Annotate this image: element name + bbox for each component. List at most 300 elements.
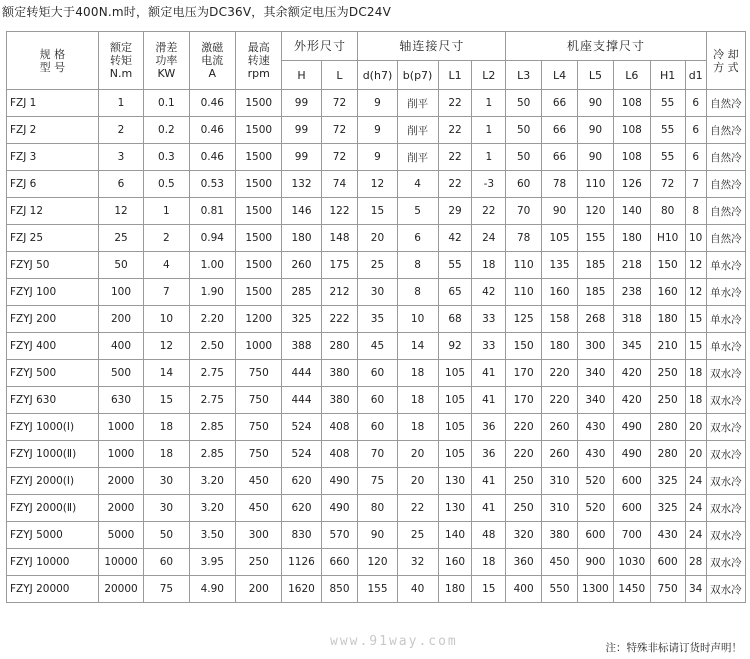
sub-header-cell: L6 <box>613 61 650 90</box>
table-cell: 570 <box>321 522 358 549</box>
table-cell: 50 <box>506 117 542 144</box>
table-cell: 1500 <box>236 225 282 252</box>
table-row <box>7 522 746 549</box>
table-cell: 900 <box>577 549 613 576</box>
table-cell: 35 <box>358 306 397 333</box>
table-cell: 110 <box>506 252 542 279</box>
spec-table <box>6 31 746 603</box>
table-cell: 双水冷 <box>706 360 745 387</box>
sub-header-cell: L3 <box>506 61 542 90</box>
model-cell: FZJ 25 <box>7 225 99 252</box>
header-cooling: 冷 却 方 式 <box>706 32 745 90</box>
table-cell: 250 <box>650 360 685 387</box>
model-cell: FZJ 12 <box>7 198 99 225</box>
table-cell: 2000 <box>98 468 143 495</box>
table-cell: 28 <box>685 549 706 576</box>
table-cell: 30 <box>358 279 397 306</box>
table-cell: 20 <box>397 468 438 495</box>
table-cell: 削平 <box>397 144 438 171</box>
table-cell: 74 <box>321 171 358 198</box>
table-cell: 72 <box>321 117 358 144</box>
table-cell: 12 <box>685 252 706 279</box>
table-cell: 41 <box>472 495 506 522</box>
table-cell: 750 <box>236 414 282 441</box>
table-cell: 0.1 <box>144 90 189 117</box>
table-cell: 单水冷 <box>706 333 745 360</box>
table-cell: 10 <box>397 306 438 333</box>
table-cell: 18 <box>685 387 706 414</box>
table-cell: 380 <box>321 387 358 414</box>
table-cell: 380 <box>321 360 358 387</box>
table-cell: 18 <box>685 360 706 387</box>
table-cell: 双水冷 <box>706 495 745 522</box>
table-cell: 444 <box>282 360 321 387</box>
table-cell: 490 <box>321 495 358 522</box>
table-cell: 2.85 <box>189 441 235 468</box>
table-cell: 25 <box>397 522 438 549</box>
table-cell: 42 <box>472 279 506 306</box>
table-cell: 1000 <box>98 441 143 468</box>
table-cell: 1200 <box>236 306 282 333</box>
table-row <box>7 468 746 495</box>
table-cell: 12 <box>358 171 397 198</box>
table-cell: 90 <box>577 117 613 144</box>
table-cell: 280 <box>650 414 685 441</box>
table-cell: 1 <box>144 198 189 225</box>
table-cell: 10 <box>685 225 706 252</box>
table-cell: 双水冷 <box>706 414 745 441</box>
header-power: 滑差 功率 KW <box>144 32 189 90</box>
table-cell: 22 <box>438 144 472 171</box>
table-cell: 33 <box>472 306 506 333</box>
table-cell: 600 <box>577 522 613 549</box>
table-cell: 238 <box>613 279 650 306</box>
table-cell: 60 <box>506 171 542 198</box>
table-cell: 1000 <box>98 414 143 441</box>
table-cell: 3.20 <box>189 468 235 495</box>
table-cell: 33 <box>472 333 506 360</box>
table-cell: 30 <box>144 468 189 495</box>
table-cell: 50 <box>506 144 542 171</box>
table-cell: 1.00 <box>189 252 235 279</box>
table-cell: 6 <box>397 225 438 252</box>
table-cell: 90 <box>577 144 613 171</box>
table-cell: 524 <box>282 414 321 441</box>
table-row <box>7 225 746 252</box>
table-cell: 130 <box>438 495 472 522</box>
table-cell: 1.90 <box>189 279 235 306</box>
table-cell: 8 <box>397 279 438 306</box>
table-cell: 620 <box>282 468 321 495</box>
table-cell: 105 <box>438 360 472 387</box>
table-cell: 30 <box>144 495 189 522</box>
table-cell: 310 <box>542 468 578 495</box>
table-cell: 120 <box>358 549 397 576</box>
table-cell: 280 <box>650 441 685 468</box>
table-cell: 250 <box>506 495 542 522</box>
table-cell: 345 <box>613 333 650 360</box>
table-cell: 150 <box>650 252 685 279</box>
table-cell: 双水冷 <box>706 468 745 495</box>
table-cell: 180 <box>282 225 321 252</box>
table-cell: 40 <box>397 576 438 603</box>
table-cell: 9 <box>358 117 397 144</box>
table-row <box>7 387 746 414</box>
table-cell: 408 <box>321 441 358 468</box>
table-cell: 41 <box>472 468 506 495</box>
table-cell: 48 <box>472 522 506 549</box>
table-cell: H10 <box>650 225 685 252</box>
table-cell: 500 <box>98 360 143 387</box>
table-cell: 325 <box>282 306 321 333</box>
table-cell: 双水冷 <box>706 441 745 468</box>
table-cell: 400 <box>98 333 143 360</box>
table-cell: 430 <box>577 441 613 468</box>
table-cell: 20 <box>685 414 706 441</box>
header-mount-group: 机座支撑尺寸 <box>506 32 707 61</box>
table-cell: 160 <box>542 279 578 306</box>
table-cell: 29 <box>438 198 472 225</box>
table-body <box>7 90 746 603</box>
table-cell: 99 <box>282 117 321 144</box>
table-cell: 自然冷 <box>706 90 745 117</box>
table-cell: 32 <box>397 549 438 576</box>
table-cell: 490 <box>613 414 650 441</box>
table-cell: 24 <box>685 468 706 495</box>
table-cell: 1500 <box>236 171 282 198</box>
table-cell: 750 <box>236 360 282 387</box>
table-cell: 222 <box>321 306 358 333</box>
table-cell: 450 <box>236 468 282 495</box>
table-cell: 175 <box>321 252 358 279</box>
table-cell: 99 <box>282 144 321 171</box>
table-cell: 155 <box>358 576 397 603</box>
table-cell: 双水冷 <box>706 576 745 603</box>
sub-header-cell: b(p7) <box>397 61 438 90</box>
table-cell: 300 <box>577 333 613 360</box>
table-cell: 0.3 <box>144 144 189 171</box>
table-row <box>7 333 746 360</box>
table-cell: 0.46 <box>189 144 235 171</box>
table-cell: 2000 <box>98 495 143 522</box>
table-cell: 750 <box>650 576 685 603</box>
table-cell: 4 <box>144 252 189 279</box>
table-cell: 72 <box>321 90 358 117</box>
header-dims-group: 外形尺寸 <box>282 32 358 61</box>
table-cell: 18 <box>144 441 189 468</box>
model-cell: FZJ 1 <box>7 90 99 117</box>
table-cell: 15 <box>358 198 397 225</box>
table-row <box>7 441 746 468</box>
table-row <box>7 495 746 522</box>
table-cell: 1500 <box>236 198 282 225</box>
table-cell: 2.85 <box>189 414 235 441</box>
table-cell: 180 <box>613 225 650 252</box>
table-cell: 130 <box>438 468 472 495</box>
table-cell: 60 <box>358 360 397 387</box>
table-cell: 0.81 <box>189 198 235 225</box>
table-cell: 24 <box>685 495 706 522</box>
table-cell: 105 <box>438 441 472 468</box>
sub-header-cell: L2 <box>472 61 506 90</box>
table-cell: 双水冷 <box>706 522 745 549</box>
table-cell: 90 <box>577 90 613 117</box>
model-cell: FZJ 6 <box>7 171 99 198</box>
table-cell: 12 <box>144 333 189 360</box>
table-cell: 850 <box>321 576 358 603</box>
table-cell: 660 <box>321 549 358 576</box>
table-row <box>7 360 746 387</box>
table-cell: 430 <box>650 522 685 549</box>
table-cell: 620 <box>282 495 321 522</box>
table-cell: 444 <box>282 387 321 414</box>
model-cell: FZYJ 5000 <box>7 522 99 549</box>
table-cell: 1 <box>472 144 506 171</box>
table-cell: 170 <box>506 387 542 414</box>
table-cell: 158 <box>542 306 578 333</box>
table-cell: 自然冷 <box>706 171 745 198</box>
table-cell: 1030 <box>613 549 650 576</box>
table-cell: 1500 <box>236 90 282 117</box>
table-cell: 双水冷 <box>706 549 745 576</box>
table-cell: 90 <box>542 198 578 225</box>
table-cell: 250 <box>236 549 282 576</box>
table-cell: 185 <box>577 279 613 306</box>
table-cell: 1500 <box>236 279 282 306</box>
header-torque: 额定 转矩 N.m <box>98 32 143 90</box>
table-cell: 450 <box>236 495 282 522</box>
table-cell: 2 <box>98 117 143 144</box>
sub-header-cell: d(h7) <box>358 61 397 90</box>
table-cell: 325 <box>650 495 685 522</box>
table-cell: 18 <box>472 549 506 576</box>
table-cell: 2.20 <box>189 306 235 333</box>
table-cell: 318 <box>613 306 650 333</box>
model-cell: FZYJ 100 <box>7 279 99 306</box>
table-cell: 55 <box>650 117 685 144</box>
model-cell: FZYJ 1000(Ⅱ) <box>7 441 99 468</box>
table-cell: 7 <box>685 171 706 198</box>
table-cell: 220 <box>542 387 578 414</box>
model-cell: FZYJ 2000(Ⅱ) <box>7 495 99 522</box>
sub-header-cell: H1 <box>650 61 685 90</box>
table-cell: 630 <box>98 387 143 414</box>
table-cell: 490 <box>613 441 650 468</box>
table-cell: 218 <box>613 252 650 279</box>
table-cell: 105 <box>438 387 472 414</box>
table-cell: 9 <box>358 90 397 117</box>
table-cell: 单水冷 <box>706 252 745 279</box>
footnote: 注：特殊非标请订货时声明！ <box>605 642 742 654</box>
table-cell: 自然冷 <box>706 198 745 225</box>
table-cell: 450 <box>542 549 578 576</box>
table-cell: 3.20 <box>189 495 235 522</box>
table-cell: 自然冷 <box>706 144 745 171</box>
table-row <box>7 144 746 171</box>
table-cell: 削平 <box>397 117 438 144</box>
table-cell: 1000 <box>236 333 282 360</box>
model-cell: FZYJ 630 <box>7 387 99 414</box>
table-cell: 185 <box>577 252 613 279</box>
table-cell: 3 <box>98 144 143 171</box>
sub-header-cell: d1 <box>685 61 706 90</box>
table-cell: 600 <box>650 549 685 576</box>
sub-header-cell: L1 <box>438 61 472 90</box>
table-cell: 310 <box>542 495 578 522</box>
table-cell: 15 <box>685 306 706 333</box>
table-cell: 340 <box>577 360 613 387</box>
table-cell: 7 <box>144 279 189 306</box>
table-row <box>7 198 746 225</box>
table-cell: 430 <box>577 414 613 441</box>
table-cell: 5000 <box>98 522 143 549</box>
table-cell: 1 <box>98 90 143 117</box>
table-cell: 750 <box>236 387 282 414</box>
header-shaft-group: 轴连接尺寸 <box>358 32 506 61</box>
table-cell: 66 <box>542 144 578 171</box>
table-cell: 6 <box>685 117 706 144</box>
header-model: 规 格 型 号 <box>7 32 99 90</box>
table-cell: 68 <box>438 306 472 333</box>
table-cell: 180 <box>650 306 685 333</box>
table-cell: 41 <box>472 387 506 414</box>
table-cell: 50 <box>506 90 542 117</box>
table-cell: 550 <box>542 576 578 603</box>
model-cell: FZYJ 50 <box>7 252 99 279</box>
table-cell: 42 <box>438 225 472 252</box>
table-cell: 自然冷 <box>706 117 745 144</box>
table-cell: 78 <box>542 171 578 198</box>
table-cell: 55 <box>438 252 472 279</box>
table-cell: 180 <box>542 333 578 360</box>
table-cell: 122 <box>321 198 358 225</box>
table-cell: 2.50 <box>189 333 235 360</box>
table-cell: 600 <box>613 468 650 495</box>
table-cell: 10000 <box>98 549 143 576</box>
table-cell: 22 <box>438 171 472 198</box>
table-cell: 212 <box>321 279 358 306</box>
table-cell: 200 <box>98 306 143 333</box>
table-cell: 18 <box>397 360 438 387</box>
table-cell: 140 <box>438 522 472 549</box>
table-cell: 72 <box>321 144 358 171</box>
table-cell: 60 <box>358 387 397 414</box>
table-cell: 75 <box>358 468 397 495</box>
table-cell: 34 <box>685 576 706 603</box>
table-cell: 60 <box>144 549 189 576</box>
table-cell: 12 <box>685 279 706 306</box>
table-cell: 50 <box>144 522 189 549</box>
table-row <box>7 414 746 441</box>
table-cell: 1450 <box>613 576 650 603</box>
table-cell: 2.75 <box>189 387 235 414</box>
table-cell: 70 <box>358 441 397 468</box>
table-cell: 80 <box>358 495 397 522</box>
table-cell: 6 <box>685 90 706 117</box>
table-cell: 单水冷 <box>706 279 745 306</box>
table-cell: 108 <box>613 117 650 144</box>
table-cell: 220 <box>506 414 542 441</box>
table-cell: 0.94 <box>189 225 235 252</box>
table-cell: 120 <box>577 198 613 225</box>
table-cell: 490 <box>321 468 358 495</box>
table-cell: 8 <box>397 252 438 279</box>
table-cell: 24 <box>472 225 506 252</box>
table-cell: 250 <box>506 468 542 495</box>
table-cell: 5 <box>397 198 438 225</box>
table-cell: 45 <box>358 333 397 360</box>
table-cell: 18 <box>144 414 189 441</box>
table-cell: 108 <box>613 144 650 171</box>
table-cell: 155 <box>577 225 613 252</box>
table-cell: 135 <box>542 252 578 279</box>
table-cell: 0.46 <box>189 90 235 117</box>
table-row <box>7 306 746 333</box>
table-cell: 200 <box>236 576 282 603</box>
model-cell: FZYJ 200 <box>7 306 99 333</box>
table-cell: 6 <box>685 144 706 171</box>
table-cell: 1126 <box>282 549 321 576</box>
table-cell: 0.2 <box>144 117 189 144</box>
table-cell: 285 <box>282 279 321 306</box>
table-cell: 72 <box>650 171 685 198</box>
table-cell: 4.90 <box>189 576 235 603</box>
table-cell: 126 <box>613 171 650 198</box>
table-cell: 90 <box>358 522 397 549</box>
table-cell: 18 <box>472 252 506 279</box>
table-cell: 140 <box>613 198 650 225</box>
table-cell: 220 <box>506 441 542 468</box>
table-cell: 1500 <box>236 252 282 279</box>
table-cell: 14 <box>397 333 438 360</box>
table-cell: 80 <box>650 198 685 225</box>
table-cell: 520 <box>577 468 613 495</box>
model-cell: FZYJ 400 <box>7 333 99 360</box>
table-cell: 280 <box>321 333 358 360</box>
table-cell: 220 <box>542 360 578 387</box>
table-cell: 65 <box>438 279 472 306</box>
table-cell: 15 <box>472 576 506 603</box>
table-cell: 105 <box>542 225 578 252</box>
table-cell: 14 <box>144 360 189 387</box>
table-cell: 1500 <box>236 144 282 171</box>
table-cell: 70 <box>506 198 542 225</box>
table-cell: 160 <box>650 279 685 306</box>
table-cell: 325 <box>650 468 685 495</box>
table-cell: 92 <box>438 333 472 360</box>
table-caption: 额定转矩大于400N.m时，额定电压为DC36V，其余额定电压为DC24V <box>2 5 391 19</box>
table-cell: 750 <box>236 441 282 468</box>
table-cell: 99 <box>282 90 321 117</box>
table-cell: 36 <box>472 441 506 468</box>
table-cell: 340 <box>577 387 613 414</box>
table-cell: 408 <box>321 414 358 441</box>
table-cell: 132 <box>282 171 321 198</box>
table-cell: 4 <box>397 171 438 198</box>
table-cell: 600 <box>613 495 650 522</box>
table-cell: 125 <box>506 306 542 333</box>
table-row <box>7 576 746 603</box>
table-cell: 520 <box>577 495 613 522</box>
table-cell: 60 <box>358 414 397 441</box>
table-cell: 6 <box>98 171 143 198</box>
table-cell: 420 <box>613 387 650 414</box>
table-cell: 9 <box>358 144 397 171</box>
table-cell: 170 <box>506 360 542 387</box>
table-cell: 524 <box>282 441 321 468</box>
table-row <box>7 171 746 198</box>
table-cell: 700 <box>613 522 650 549</box>
